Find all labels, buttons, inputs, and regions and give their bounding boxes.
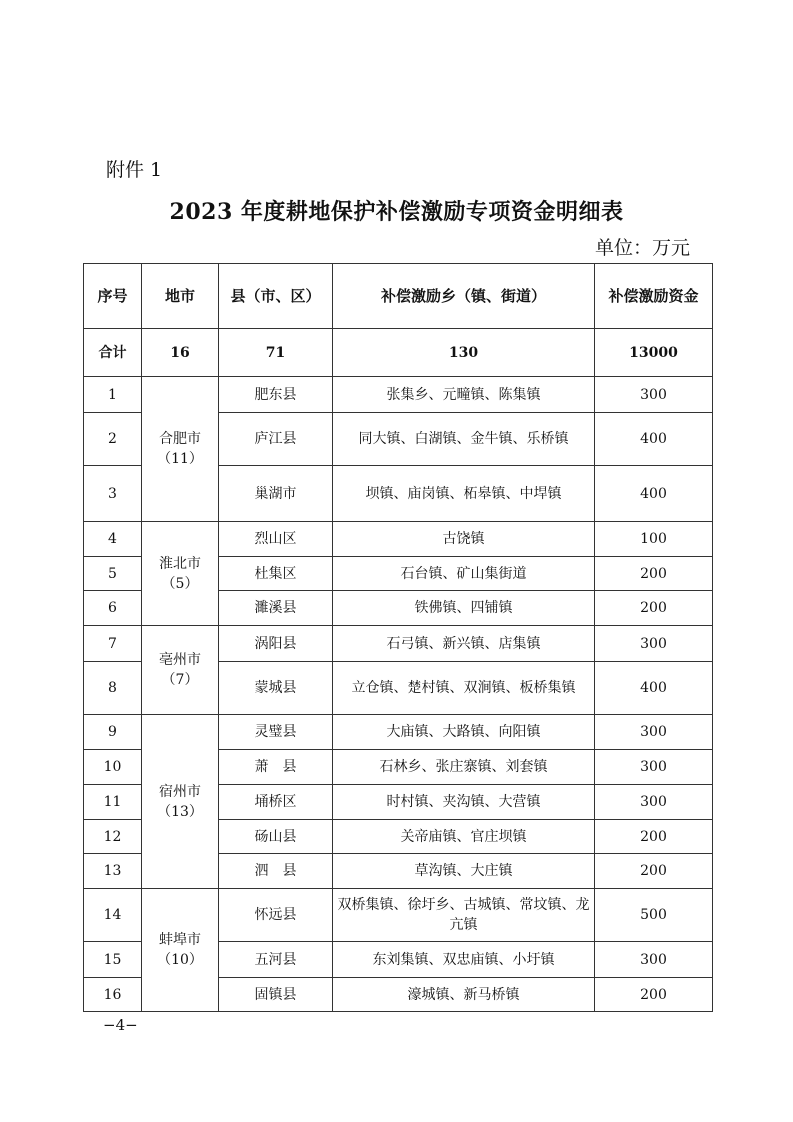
row-no: 7 bbox=[84, 626, 142, 662]
row-no: 14 bbox=[84, 889, 142, 942]
row-funds: 300 bbox=[595, 942, 713, 978]
row-towns: 石台镇、矿山集街道 bbox=[333, 557, 595, 591]
header-funds: 补偿激励资金 bbox=[595, 264, 713, 329]
total-label: 合计 bbox=[84, 329, 142, 377]
city-cell bbox=[142, 626, 219, 715]
header-no: 序号 bbox=[84, 264, 142, 329]
city-cell bbox=[142, 715, 219, 889]
city-cell bbox=[142, 889, 219, 1012]
row-towns: 大庙镇、大路镇、向阳镇 bbox=[333, 715, 595, 750]
row-towns: 石林乡、张庄寨镇、刘套镇 bbox=[333, 750, 595, 785]
city-cell bbox=[142, 522, 219, 626]
city-count: （11） bbox=[157, 451, 203, 467]
row-towns: 时村镇、夹沟镇、大营镇 bbox=[333, 785, 595, 820]
row-funds: 200 bbox=[595, 557, 713, 591]
row-no: 4 bbox=[84, 522, 142, 557]
table-row bbox=[84, 377, 713, 413]
row-county: 灵璧县 bbox=[219, 715, 333, 750]
document-title: 2023 年度耕地保护补偿激励专项资金明细表 bbox=[169, 199, 624, 225]
row-no: 8 bbox=[84, 662, 142, 715]
city-count: （13） bbox=[157, 803, 203, 820]
row-funds: 200 bbox=[595, 978, 713, 1012]
city-cell bbox=[142, 377, 219, 522]
table-row bbox=[84, 626, 713, 662]
row-towns: 草沟镇、大庄镇 bbox=[333, 854, 595, 889]
row-county: 怀远县 bbox=[219, 889, 333, 942]
city-count: （7） bbox=[161, 672, 199, 688]
city-name: 亳州市 bbox=[159, 652, 201, 668]
city-count: （5） bbox=[161, 575, 199, 592]
row-county: 肥东县 bbox=[219, 377, 333, 413]
row-no: 11 bbox=[84, 785, 142, 820]
total-counties: 71 bbox=[219, 329, 333, 377]
table-header-row bbox=[84, 264, 713, 329]
funds-table bbox=[83, 263, 713, 1012]
row-funds: 100 bbox=[595, 522, 713, 557]
row-no: 16 bbox=[84, 978, 142, 1012]
row-no: 15 bbox=[84, 942, 142, 978]
city-name: 淮北市 bbox=[159, 555, 201, 572]
row-funds: 200 bbox=[595, 854, 713, 889]
header-towns: 补偿激励乡（镇、街道） bbox=[333, 264, 595, 329]
row-no: 1 bbox=[84, 377, 142, 413]
city-count: （10） bbox=[157, 952, 203, 968]
row-towns: 关帝庙镇、官庄坝镇 bbox=[333, 820, 595, 854]
row-county: 烈山区 bbox=[219, 522, 333, 557]
row-funds: 200 bbox=[595, 591, 713, 626]
row-county: 固镇县 bbox=[219, 978, 333, 1012]
table-row bbox=[84, 889, 713, 942]
row-funds: 300 bbox=[595, 715, 713, 750]
row-county: 蒙城县 bbox=[219, 662, 333, 715]
row-towns: 坝镇、庙岗镇、柘皋镇、中垾镇 bbox=[333, 466, 595, 522]
row-no: 10 bbox=[84, 750, 142, 785]
table-row bbox=[84, 522, 713, 557]
row-towns: 铁佛镇、四铺镇 bbox=[333, 591, 595, 626]
page-number: −4− bbox=[103, 1016, 138, 1034]
row-towns: 石弓镇、新兴镇、店集镇 bbox=[333, 626, 595, 662]
header-county: 县（市、区） bbox=[219, 264, 333, 329]
table-row bbox=[84, 715, 713, 750]
row-no: 2 bbox=[84, 413, 142, 466]
row-no: 6 bbox=[84, 591, 142, 626]
attachment-label: 附件 1 bbox=[106, 159, 163, 181]
row-county: 五河县 bbox=[219, 942, 333, 978]
total-row bbox=[84, 329, 713, 377]
row-towns: 古饶镇 bbox=[333, 522, 595, 557]
unit-label: 单位：万元 bbox=[594, 237, 690, 259]
row-no: 13 bbox=[84, 854, 142, 889]
row-county: 埇桥区 bbox=[219, 785, 333, 820]
row-no: 12 bbox=[84, 820, 142, 854]
total-funds: 13000 bbox=[595, 329, 713, 377]
row-towns: 双桥集镇、徐圩乡、古城镇、常坟镇、龙亢镇 bbox=[333, 889, 595, 942]
row-towns: 东刘集镇、双忠庙镇、小圩镇 bbox=[333, 942, 595, 978]
row-towns: 立仓镇、楚村镇、双涧镇、板桥集镇 bbox=[333, 662, 595, 715]
row-no: 3 bbox=[84, 466, 142, 522]
city-name: 宿州市 bbox=[159, 783, 201, 800]
row-county: 萧 县 bbox=[219, 750, 333, 785]
city-name: 合肥市 bbox=[159, 431, 201, 447]
row-no: 5 bbox=[84, 557, 142, 591]
row-funds: 300 bbox=[595, 785, 713, 820]
row-no: 9 bbox=[84, 715, 142, 750]
row-funds: 500 bbox=[595, 889, 713, 942]
row-county: 庐江县 bbox=[219, 413, 333, 466]
city-name: 蚌埠市 bbox=[159, 932, 201, 948]
row-county: 泗 县 bbox=[219, 854, 333, 889]
row-towns: 濠城镇、新马桥镇 bbox=[333, 978, 595, 1012]
row-funds: 300 bbox=[595, 626, 713, 662]
row-county: 杜集区 bbox=[219, 557, 333, 591]
header-city: 地市 bbox=[142, 264, 219, 329]
row-county: 砀山县 bbox=[219, 820, 333, 854]
row-funds: 400 bbox=[595, 413, 713, 466]
row-county: 巢湖市 bbox=[219, 466, 333, 522]
row-funds: 200 bbox=[595, 820, 713, 854]
row-funds: 400 bbox=[595, 662, 713, 715]
row-towns: 同大镇、白湖镇、金牛镇、乐桥镇 bbox=[333, 413, 595, 466]
total-cities: 16 bbox=[142, 329, 219, 377]
row-towns: 张集乡、元疃镇、陈集镇 bbox=[333, 377, 595, 413]
row-funds: 300 bbox=[595, 377, 713, 413]
total-towns: 130 bbox=[333, 329, 595, 377]
row-funds: 400 bbox=[595, 466, 713, 522]
row-county: 涡阳县 bbox=[219, 626, 333, 662]
row-funds: 300 bbox=[595, 750, 713, 785]
row-county: 濉溪县 bbox=[219, 591, 333, 626]
